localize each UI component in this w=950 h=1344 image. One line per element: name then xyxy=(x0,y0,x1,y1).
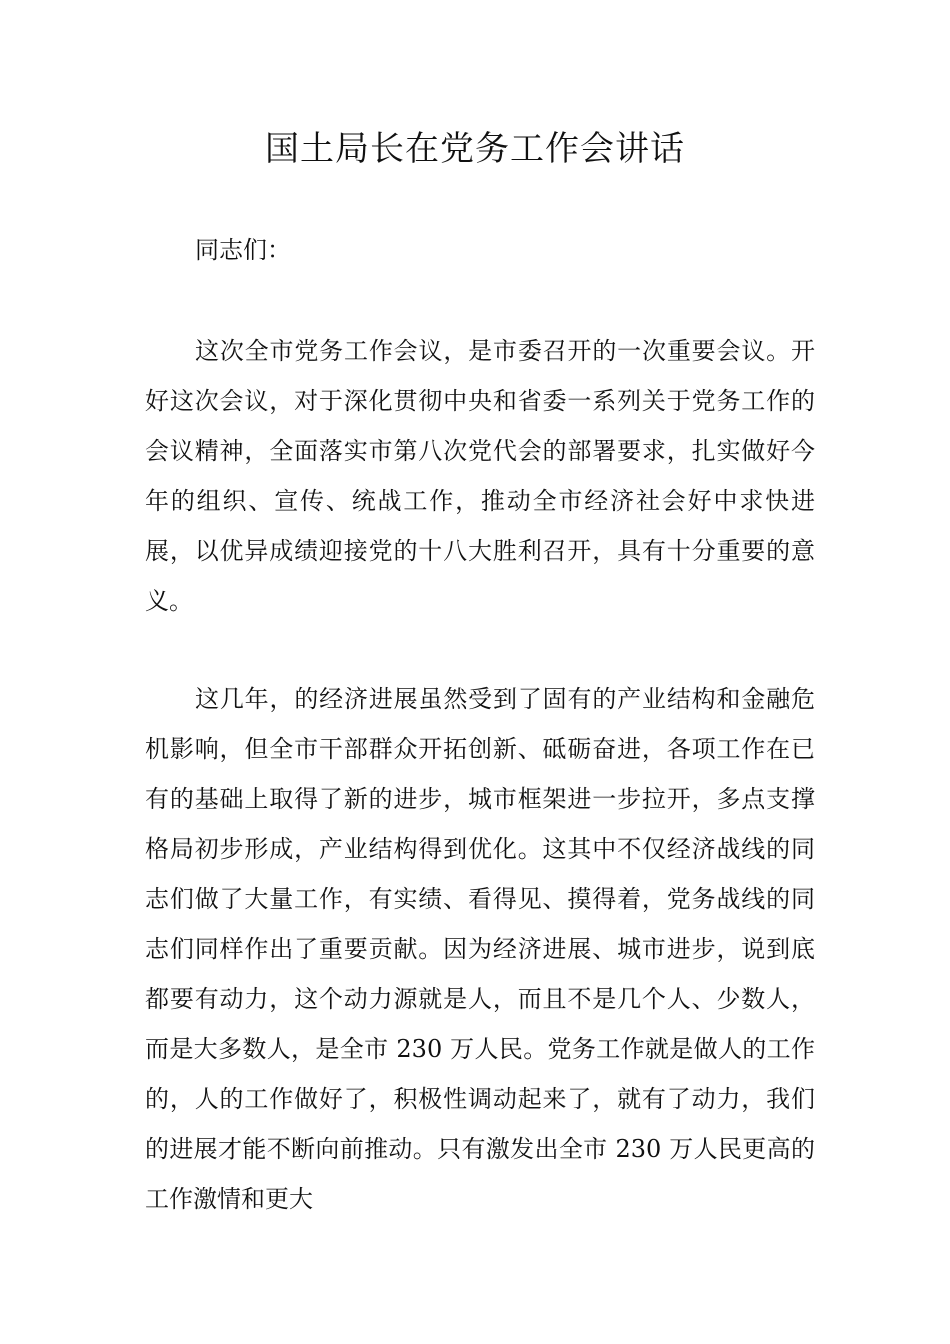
paragraph-2: 这几年，的经济进展虽然受到了固有的产业结构和金融危机影响，但全市干部群众开拓创新、砥砺奋进，各项工作在已有的基础上取得了新的进步，城市框架进一步拉开，多点支撑格局初步形成，产业结构得到优化。这其中不仅经济战线的同志们做了大量工作，有实绩、看得见、摸得着，党务战线的同志们同样作出了重要贡献。因为经济进展、城市进步，说到底都要有动力，这个动力源就是人，而且不是几个人、少数人，而是大多数人，是全市 230 万人民。党务工作就是做人的工作的，人的工作做好了，积极性调动起来了，就有了动力，我们的进展才能不断向前推动。只有激发出全市 230 万人民更高的工作激情和更大 xyxy=(145,685,815,1213)
paragraph-1: 这次全市党务工作会议，是市委召开的一次重要会议。开好这次会议，对于深化贯彻中央和省委一系列关于党务工作的会议精神，全面落实市第八次党代会的部署要求，扎实做好今年的组织、宣传、统战工作，推动全市经济社会好中求快进展，以优异成绩迎接党的十八大胜利召开，具有十分重要的意义。 xyxy=(145,337,815,615)
document-title: 国土局长在党务工作会讲话 xyxy=(265,129,685,169)
salutation: 同志们： xyxy=(195,236,291,264)
